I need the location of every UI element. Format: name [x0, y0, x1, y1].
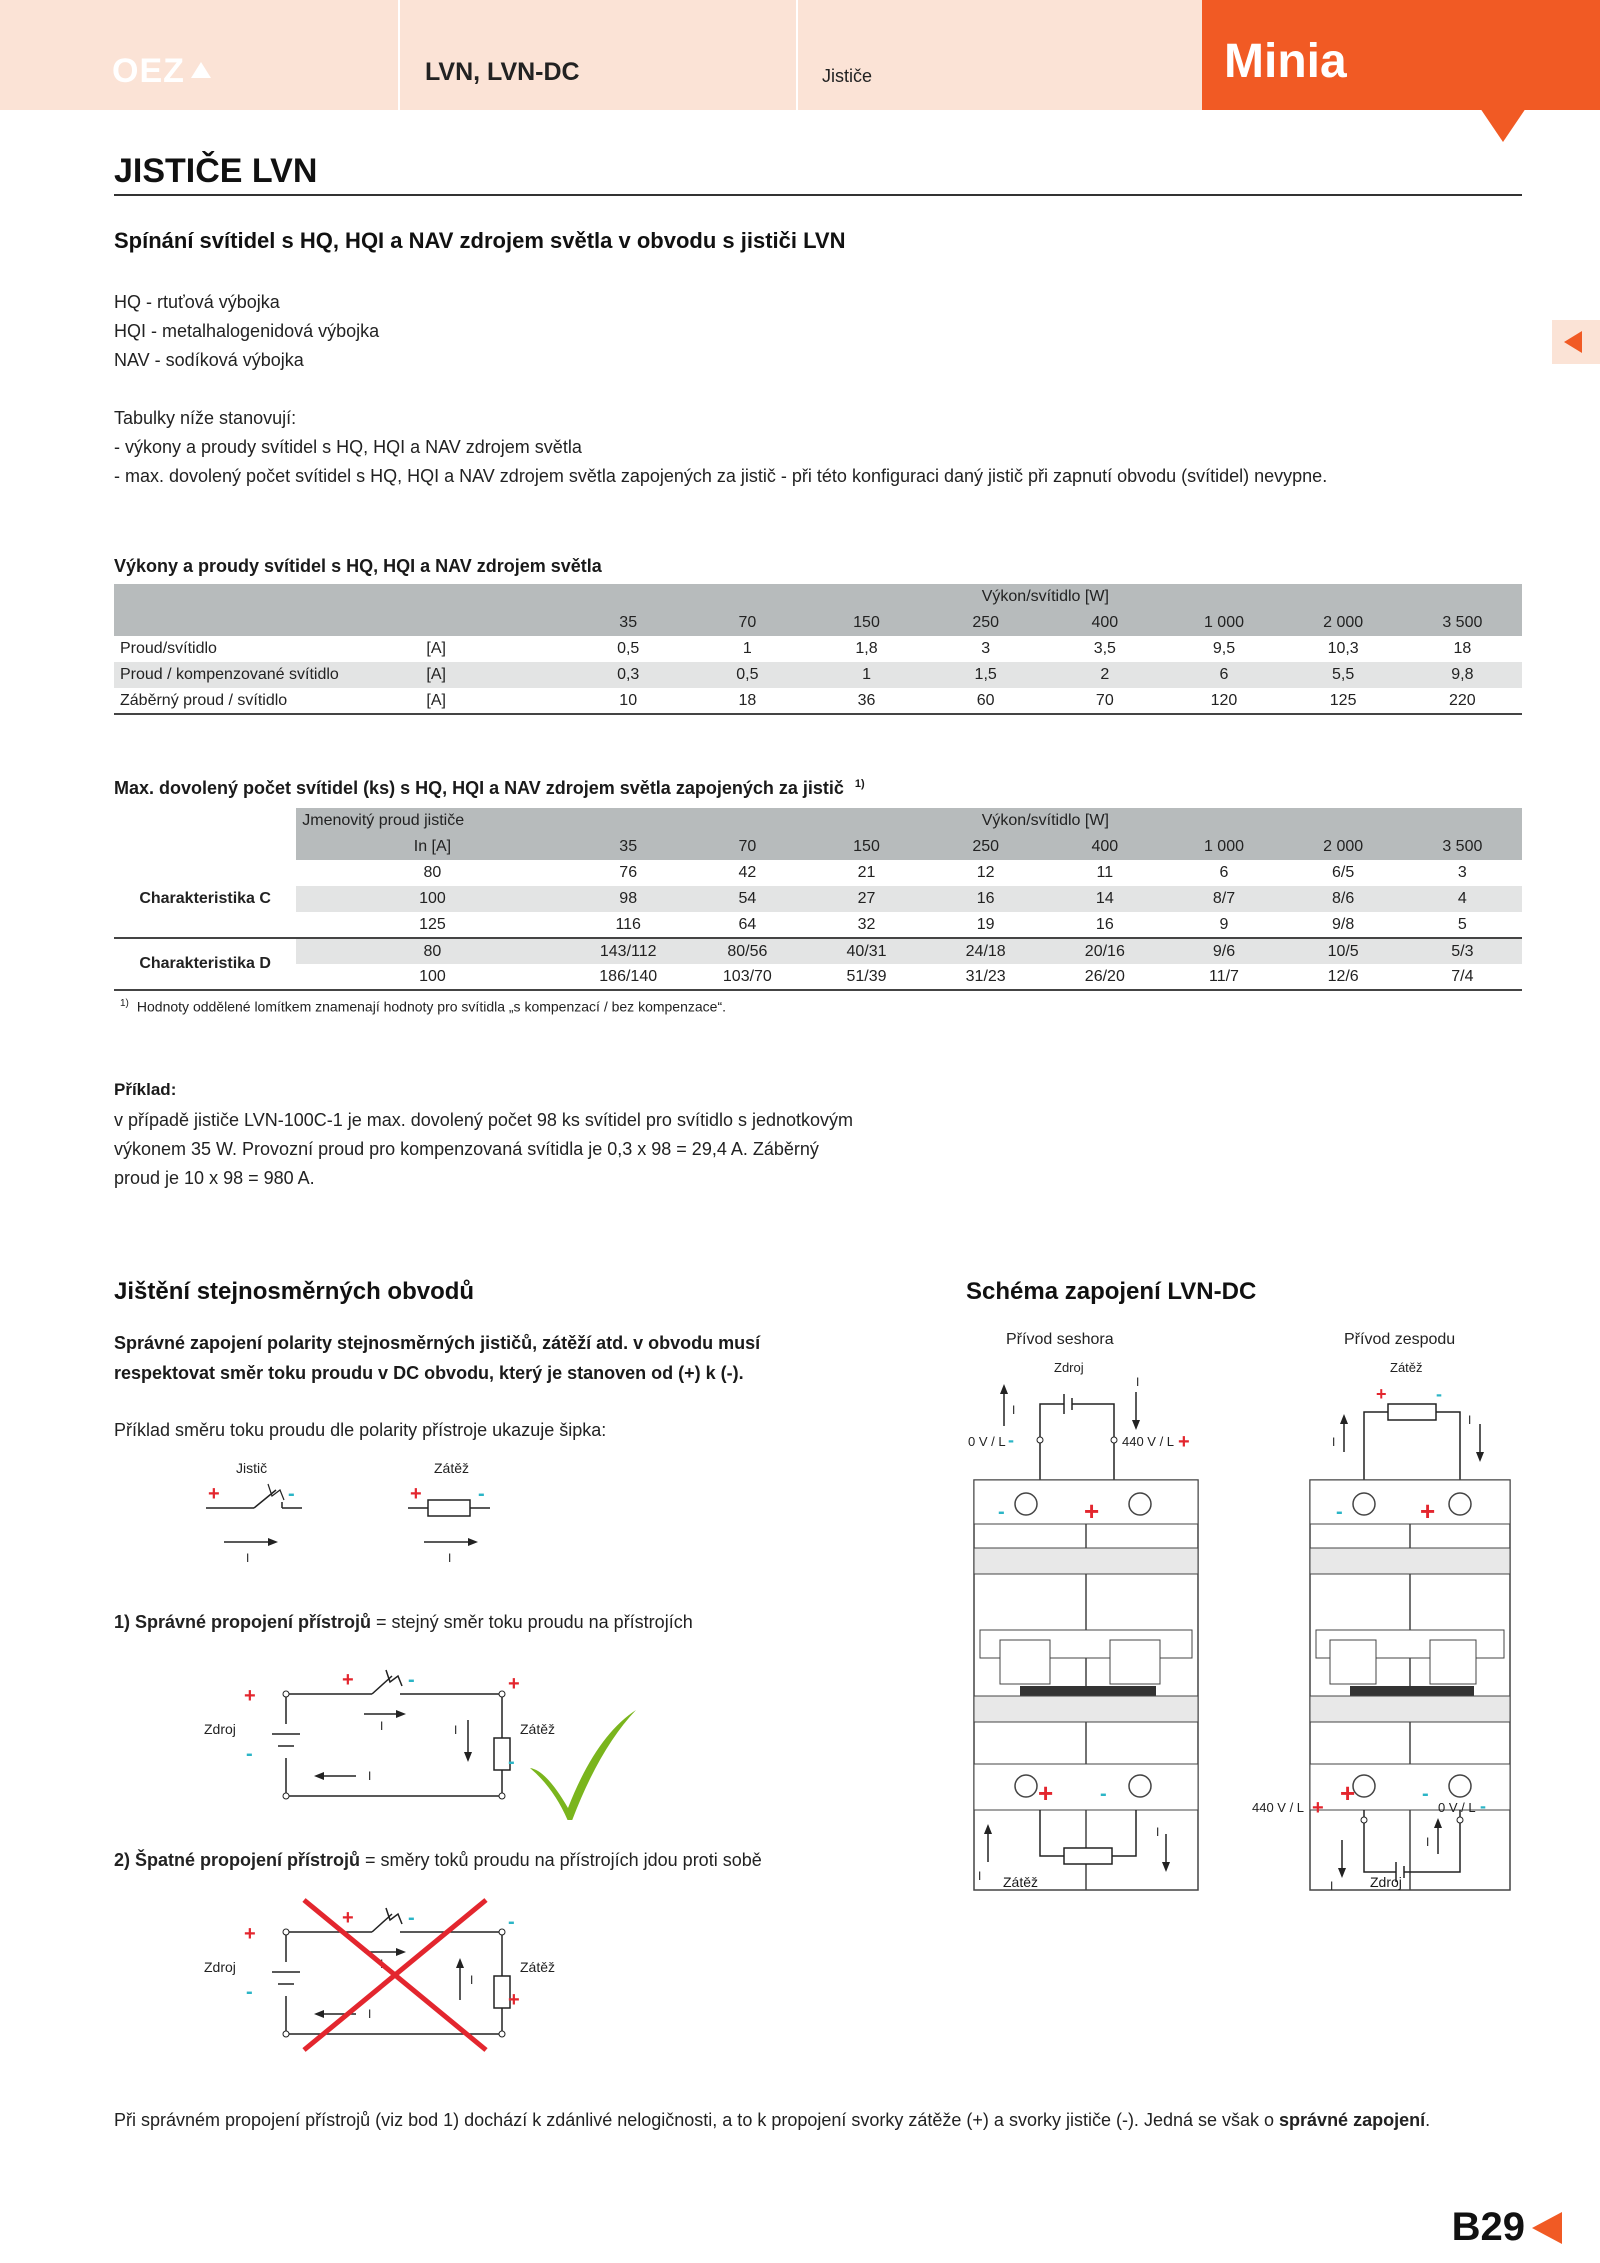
minus-sign: - — [508, 1911, 515, 1933]
terminal-dot — [1037, 1437, 1043, 1443]
plus-sign: + — [208, 1483, 220, 1505]
table-cell: 2 — [1100, 666, 1110, 683]
table-cell: 11 — [1096, 864, 1114, 881]
column-header: 70 — [738, 614, 757, 631]
footnote-ref: 1) — [854, 778, 865, 790]
rated-current: 80 — [296, 938, 568, 964]
table-cell: 0,3 — [617, 666, 640, 683]
current-label: I — [978, 1869, 982, 1883]
max-count-table — [114, 808, 1522, 991]
table-cell: 76 — [619, 864, 638, 881]
column-header: 250 — [972, 838, 1000, 855]
table-cell: 31/23 — [926, 964, 1045, 990]
wrong-connection-rest: = směry toků proudu na přístrojích jdou proti sobě — [360, 1850, 762, 1870]
dc-arrow-text: Příklad směru toku proudu dle polarity přístroje ukazuje šipka: — [114, 1420, 607, 1440]
table-row — [114, 886, 1522, 912]
current-label: I — [1156, 1825, 1160, 1839]
current-label: I — [1332, 1435, 1336, 1449]
product-series: LVN, LVN-DC — [425, 58, 580, 86]
current-label: I — [1330, 1879, 1334, 1893]
minus-sign: - — [998, 1501, 1005, 1523]
page-header — [0, 0, 1600, 110]
current-label: I — [1468, 1413, 1472, 1427]
wrong-connection-heading — [114, 1846, 762, 1875]
page-title: JISTIČE LVN — [114, 152, 318, 190]
dc-section-title: Jištění stejnosměrných obvodů — [114, 1278, 475, 1305]
plus-sign: + — [410, 1483, 422, 1505]
arrowhead-icon — [1476, 1452, 1484, 1462]
terminal-dot — [1111, 1437, 1117, 1443]
terminal-dot — [283, 1691, 289, 1697]
table-cell: 1 — [862, 666, 871, 683]
lvn-dc-wiring-schema — [960, 1320, 1520, 1900]
table-cell: 10/5 — [1284, 938, 1403, 964]
table-cell: 21 — [857, 864, 876, 881]
row-unit: [A] — [420, 688, 568, 714]
screw-terminal-icon — [1449, 1493, 1471, 1515]
power-current-table — [114, 584, 1522, 715]
row-unit: [A] — [426, 666, 446, 683]
column-header: 2 000 — [1323, 838, 1364, 855]
plus-sign: + — [508, 1673, 520, 1695]
column-header: 1 000 — [1203, 838, 1244, 855]
breaker-label: Jistič — [236, 1460, 268, 1476]
arrowhead-icon — [396, 1948, 406, 1956]
column-header: 35 — [619, 614, 638, 631]
minus-sign: - — [288, 1483, 295, 1505]
arrowhead-icon — [396, 1710, 406, 1718]
table-cell: 1 — [742, 640, 752, 657]
plus-sign: + — [1178, 1431, 1190, 1453]
plus-sign: + — [1312, 1797, 1324, 1819]
intro-line: Tabulky níže stanovují: — [114, 408, 297, 428]
row-label: Záběrný proud / svítidlo — [114, 688, 420, 714]
minus-sign: - — [478, 1483, 485, 1505]
plus-sign: + — [244, 1685, 256, 1707]
column-header: 400 — [1091, 838, 1119, 855]
table-row — [114, 636, 1522, 662]
terminal-dot — [499, 1691, 505, 1697]
side-nav-tab[interactable] — [1552, 320, 1600, 364]
table-cell: 36 — [807, 688, 926, 714]
rated-current: 125 — [296, 912, 568, 938]
high-volt-label: 440 V / L — [1122, 1434, 1175, 1449]
screw-terminal-icon — [1129, 1493, 1151, 1515]
plus-sign: + — [1084, 1496, 1100, 1526]
table-title-text: Max. dovolený počet svítidel (ks) s HQ, HQI a NAV zdrojem světla zapojených za jistič — [114, 778, 844, 798]
table-cell: 42 — [738, 864, 757, 881]
dc-lead-line: respektovat směr toku proudu v DC obvodu, který je stanoven od (+) k (-). — [114, 1363, 744, 1383]
column-header: 150 — [853, 838, 880, 855]
screw-terminal-icon — [1015, 1775, 1037, 1797]
terminal-dot — [1457, 1817, 1463, 1823]
minus-sign: - — [1480, 1796, 1486, 1816]
screw-terminal-icon — [1353, 1493, 1375, 1515]
table-cell: 9/6 — [1164, 938, 1283, 964]
rated-current-header: Jmenovitý proud jističe — [302, 812, 465, 829]
table-cell: 16 — [1045, 912, 1164, 938]
current-label: I — [454, 1723, 458, 1737]
brand-name: Minia — [1224, 35, 1347, 88]
column-header: 70 — [738, 838, 757, 855]
dc-lead-line: Správné zapojení polarity stejnosměrných jističů, zátěží atd. v obvodu musí — [114, 1333, 761, 1353]
load-symbol-icon — [1388, 1404, 1436, 1420]
correct-connection-heading — [114, 1608, 693, 1637]
current-label: I — [1012, 1403, 1016, 1417]
rated-current: 80 — [423, 864, 442, 881]
table-cell: 51/39 — [807, 964, 926, 990]
minus-sign: - — [1008, 1430, 1014, 1450]
table-cell: 9,8 — [1451, 666, 1474, 683]
plus-sign: + — [1376, 1384, 1387, 1404]
rated-current: 100 — [296, 964, 568, 990]
row-unit: [A] — [426, 640, 446, 657]
minus-sign: - — [1100, 1783, 1107, 1805]
example-line: proud je 10 x 98 = 980 A. — [114, 1168, 315, 1188]
load-wires — [1364, 1412, 1460, 1480]
load-label: Zátěž — [520, 1721, 556, 1737]
table-cell: 220 — [1403, 688, 1522, 714]
table-cell: 8/6 — [1332, 890, 1355, 907]
table-cell: 7/4 — [1403, 964, 1522, 990]
table-cell: 10 — [569, 688, 688, 714]
intro-line: - max. dovolený počet svítidel s HQ, HQI a NAV zdrojem světla zapojených za jistič - při této konfiguraci daný jistič při zapnutí obvodu (svítidel) nevypne. — [114, 466, 1328, 486]
dc-lead — [114, 1328, 760, 1388]
column-header: 35 — [619, 838, 638, 855]
table-cell: 16 — [976, 890, 995, 907]
load-label: Zátěž — [434, 1460, 470, 1476]
screw-terminal-icon — [1353, 1775, 1375, 1797]
current-label: I — [1136, 1375, 1140, 1389]
table-cell: 0,5 — [736, 666, 759, 683]
plus-sign: + — [1420, 1496, 1436, 1526]
table-cell: 54 — [738, 890, 757, 907]
minus-sign: - — [1422, 1783, 1429, 1805]
table-cell: 103/70 — [688, 964, 807, 990]
table-cell: 18 — [1453, 640, 1472, 657]
final-note-end: . — [1425, 2110, 1431, 2130]
table-row — [114, 688, 1522, 714]
table-cell: 3 — [981, 640, 991, 657]
table-cell: 1,8 — [855, 640, 878, 657]
intro-text — [114, 404, 1327, 491]
schema-title: Schéma zapojení LVN-DC — [966, 1278, 1257, 1305]
row-label: Proud/svítidlo — [120, 640, 217, 657]
table-cell: 19 — [926, 912, 1045, 938]
arrowhead-icon — [1000, 1384, 1008, 1394]
table-row — [114, 912, 1522, 938]
source-label-bottom-feed: Zdroj — [1370, 1874, 1402, 1890]
plus-sign: + — [1038, 1778, 1054, 1808]
table-cell: 9/8 — [1284, 912, 1403, 938]
table-cell: 11/7 — [1164, 964, 1283, 990]
table-row — [114, 964, 1522, 990]
minus-sign: - — [508, 1751, 515, 1773]
minus-sign: - — [246, 1981, 253, 2003]
table-footnote — [120, 998, 726, 1015]
brand-tab-pointer-icon — [1480, 108, 1526, 142]
arrowhead-icon — [314, 2010, 324, 2018]
table-cell: 60 — [926, 688, 1045, 714]
table-title: Výkony a proudy svítidel s HQ, HQI a NAV zdrojem světla — [114, 556, 602, 576]
product-category: Jističe — [822, 66, 873, 86]
logo-triangle-icon — [190, 60, 212, 80]
screw-terminal-icon — [1449, 1775, 1471, 1797]
load-label-top-feed: Zátěž — [1003, 1874, 1039, 1890]
table-cell: 24/18 — [926, 938, 1045, 964]
definition: NAV - sodíková výbojka — [114, 350, 304, 370]
page-number: B29 — [1451, 2205, 1525, 2249]
table-cell: 5/3 — [1403, 938, 1522, 964]
table-cell: 12 — [976, 864, 995, 881]
table-cell: 8/7 — [1212, 890, 1236, 907]
table-cell: 3,5 — [1093, 640, 1116, 657]
current-label: I — [368, 2007, 372, 2021]
source-label: Zdroj — [1054, 1360, 1084, 1375]
definition: HQ - rtuťová výbojka — [114, 292, 280, 312]
load-label: Zátěž — [1390, 1360, 1423, 1375]
table-cell: 27 — [857, 890, 876, 907]
column-header: 150 — [853, 614, 880, 631]
column-header: 1 000 — [1203, 614, 1244, 631]
plus-sign: + — [244, 1923, 256, 1945]
characteristic-label: Charakteristika C — [114, 860, 296, 938]
breaker-device-bottom-feed — [1310, 1480, 1510, 1890]
terminal-dot — [1361, 1817, 1367, 1823]
rated-current-unit: In [A] — [413, 838, 452, 855]
zero-volt-label: 0 V / L — [1438, 1800, 1476, 1815]
table-cell: 20/16 — [1045, 938, 1164, 964]
example-line: výkonem 35 W. Provozní proud pro kompenzovaná svítidla je 0,3 x 98 = 29,4 A. Záběrný — [114, 1139, 819, 1159]
load-label: Zátěž — [520, 1959, 556, 1975]
polarity-example-diagram — [196, 1456, 526, 1566]
header-divider — [796, 0, 798, 110]
terminal-dot — [283, 1793, 289, 1799]
page-arrow-icon — [1528, 2208, 1568, 2248]
title-divider — [114, 194, 1522, 196]
final-note-bold: správné zapojení — [1279, 2110, 1426, 2130]
current-label: I — [368, 1769, 372, 1783]
final-note-text: Při správném propojení přístrojů (viz bod 1) dochází k zdánlivé nelogičnosti, a to k propojení svorky zátěže (+) a svorky jističe (-). Jedná se však o — [114, 2110, 1280, 2130]
terminal-dot — [283, 1929, 289, 1935]
table-cell: 18 — [688, 688, 807, 714]
plus-sign: + — [1340, 1778, 1356, 1808]
table-cell: 64 — [688, 912, 807, 938]
cross-icon — [304, 1900, 486, 2050]
table-cell: 4 — [1457, 890, 1467, 907]
table-cell: 116 — [569, 912, 688, 938]
footnote-text: Hodnoty oddělené lomítkem znamenají hodnoty pro svítidla „s kompenzací / bez kompenzace“. — [136, 998, 726, 1015]
wrong-circuit-diagram — [196, 1888, 656, 2058]
example-text — [114, 1106, 853, 1193]
oez-logo: OEZ — [112, 52, 185, 90]
high-volt-label: 440 V / L — [1252, 1800, 1305, 1815]
characteristic-label: Charakteristika D — [114, 938, 296, 990]
column-header: 3 500 — [1442, 614, 1483, 631]
source-label: Zdroj — [204, 1721, 236, 1737]
screw-terminal-icon — [1129, 1775, 1151, 1797]
minus-sign: - — [246, 1743, 253, 1765]
table-row — [114, 860, 1522, 886]
table-cell: 3 — [1457, 864, 1467, 881]
minus-sign: - — [408, 1669, 415, 1691]
section-title: Spínání svítidel s HQ, HQI a NAV zdrojem světla v obvodu s jističi LVN — [114, 228, 846, 253]
arrowhead-icon — [314, 1772, 324, 1780]
table-cell: 98 — [619, 890, 638, 907]
arrow-left-icon — [1552, 320, 1600, 364]
header-divider — [398, 0, 400, 110]
terminal-dot — [283, 2031, 289, 2037]
arrowhead-icon — [268, 1538, 278, 1546]
table-row — [114, 938, 1522, 964]
current-label: I — [470, 1973, 474, 1987]
table-cell: 6 — [1219, 864, 1229, 881]
arrowhead-icon — [1132, 1420, 1140, 1430]
final-note — [114, 2106, 1430, 2135]
source-label: Zdroj — [204, 1959, 236, 1975]
correct-connection-rest: = stejný směr toku proudu na přístrojích — [371, 1612, 693, 1632]
source-wires — [1040, 1394, 1114, 1480]
table-cell: 12/6 — [1284, 964, 1403, 990]
current-label: I — [1426, 1835, 1430, 1849]
table-cell: 10,3 — [1327, 640, 1359, 657]
arrowhead-icon — [468, 1538, 478, 1546]
brand-tab — [1202, 0, 1600, 110]
zero-volt-label: 0 V / L — [968, 1434, 1006, 1449]
top-feed-label: Přívod seshora — [1006, 1331, 1114, 1348]
column-header: 2 000 — [1323, 614, 1364, 631]
table-cell: 9,5 — [1212, 640, 1236, 657]
plus-sign: + — [342, 1907, 354, 1929]
table-cell: 5 — [1403, 912, 1522, 938]
current-label: I — [448, 1551, 452, 1565]
rated-current: 100 — [419, 890, 446, 907]
table-title — [114, 778, 865, 799]
arrowhead-icon — [464, 1752, 472, 1762]
load-symbol-icon — [1064, 1848, 1112, 1864]
table-cell: 6/5 — [1332, 864, 1355, 881]
breaker-device-top-feed — [974, 1480, 1198, 1890]
plus-sign: + — [342, 1669, 354, 1691]
intro-line: - výkony a proudy svítidel s HQ, HQI a NAV zdrojem světla — [114, 437, 582, 457]
table-cell: 70 — [1045, 688, 1164, 714]
current-label: I — [380, 1719, 384, 1733]
current-label: I — [246, 1551, 250, 1565]
bottom-feed-label: Přívod zespodu — [1344, 1331, 1456, 1348]
table-cell: 14 — [1095, 890, 1114, 907]
table-cell: 40/31 — [807, 938, 926, 964]
column-header: 400 — [1091, 614, 1119, 631]
correct-connection-bold: 1) Správné propojení přístrojů — [114, 1612, 372, 1632]
table-cell: 9 — [1164, 912, 1283, 938]
minus-sign: - — [1336, 1501, 1343, 1523]
table-cell: 0,5 — [617, 640, 640, 657]
screw-terminal-icon — [1015, 1493, 1037, 1515]
row-label: Proud / kompenzované svítidlo — [120, 666, 339, 683]
correct-circuit-diagram — [196, 1650, 656, 1820]
arrowhead-icon — [1340, 1414, 1348, 1424]
minus-sign: - — [408, 1907, 415, 1929]
table-cell: 186/140 — [569, 964, 688, 990]
table-cell: 26/20 — [1045, 964, 1164, 990]
terminal-dot — [499, 2031, 505, 2037]
table-cell: 6 — [1219, 666, 1229, 683]
plus-sign: + — [508, 1989, 520, 2011]
wrong-connection-bold: 2) Špatné propojení přístrojů — [114, 1850, 361, 1870]
table-cell: 1,5 — [974, 666, 997, 683]
definitions — [114, 288, 379, 375]
table-cell: 125 — [1284, 688, 1403, 714]
footnote-mark: 1) — [120, 998, 129, 1009]
definition: HQI - metalhalogenidová výbojka — [114, 321, 380, 341]
terminal-dot — [499, 1929, 505, 1935]
table-cell: 143/112 — [569, 938, 688, 964]
table-row — [114, 662, 1522, 688]
example-title: Příklad: — [114, 1080, 177, 1099]
column-header: 3 500 — [1442, 838, 1483, 855]
arrowhead-icon — [456, 1958, 464, 1968]
table-cell: 5,5 — [1332, 666, 1355, 683]
minus-sign: - — [1436, 1384, 1442, 1404]
table-cell: 120 — [1164, 688, 1283, 714]
column-header: 250 — [972, 614, 1000, 631]
table-group-header: Výkon/svítidlo [W] — [981, 588, 1109, 605]
example-line: v případě jističe LVN-100C-1 je max. dovolený počet 98 ks svítidel pro svítidlo s jednotkovým — [114, 1110, 854, 1130]
table-cell: 80/56 — [688, 938, 807, 964]
table-cell: 32 — [807, 912, 926, 938]
table-group-header: Výkon/svítidlo [W] — [981, 812, 1109, 829]
terminal-dot — [499, 1793, 505, 1799]
